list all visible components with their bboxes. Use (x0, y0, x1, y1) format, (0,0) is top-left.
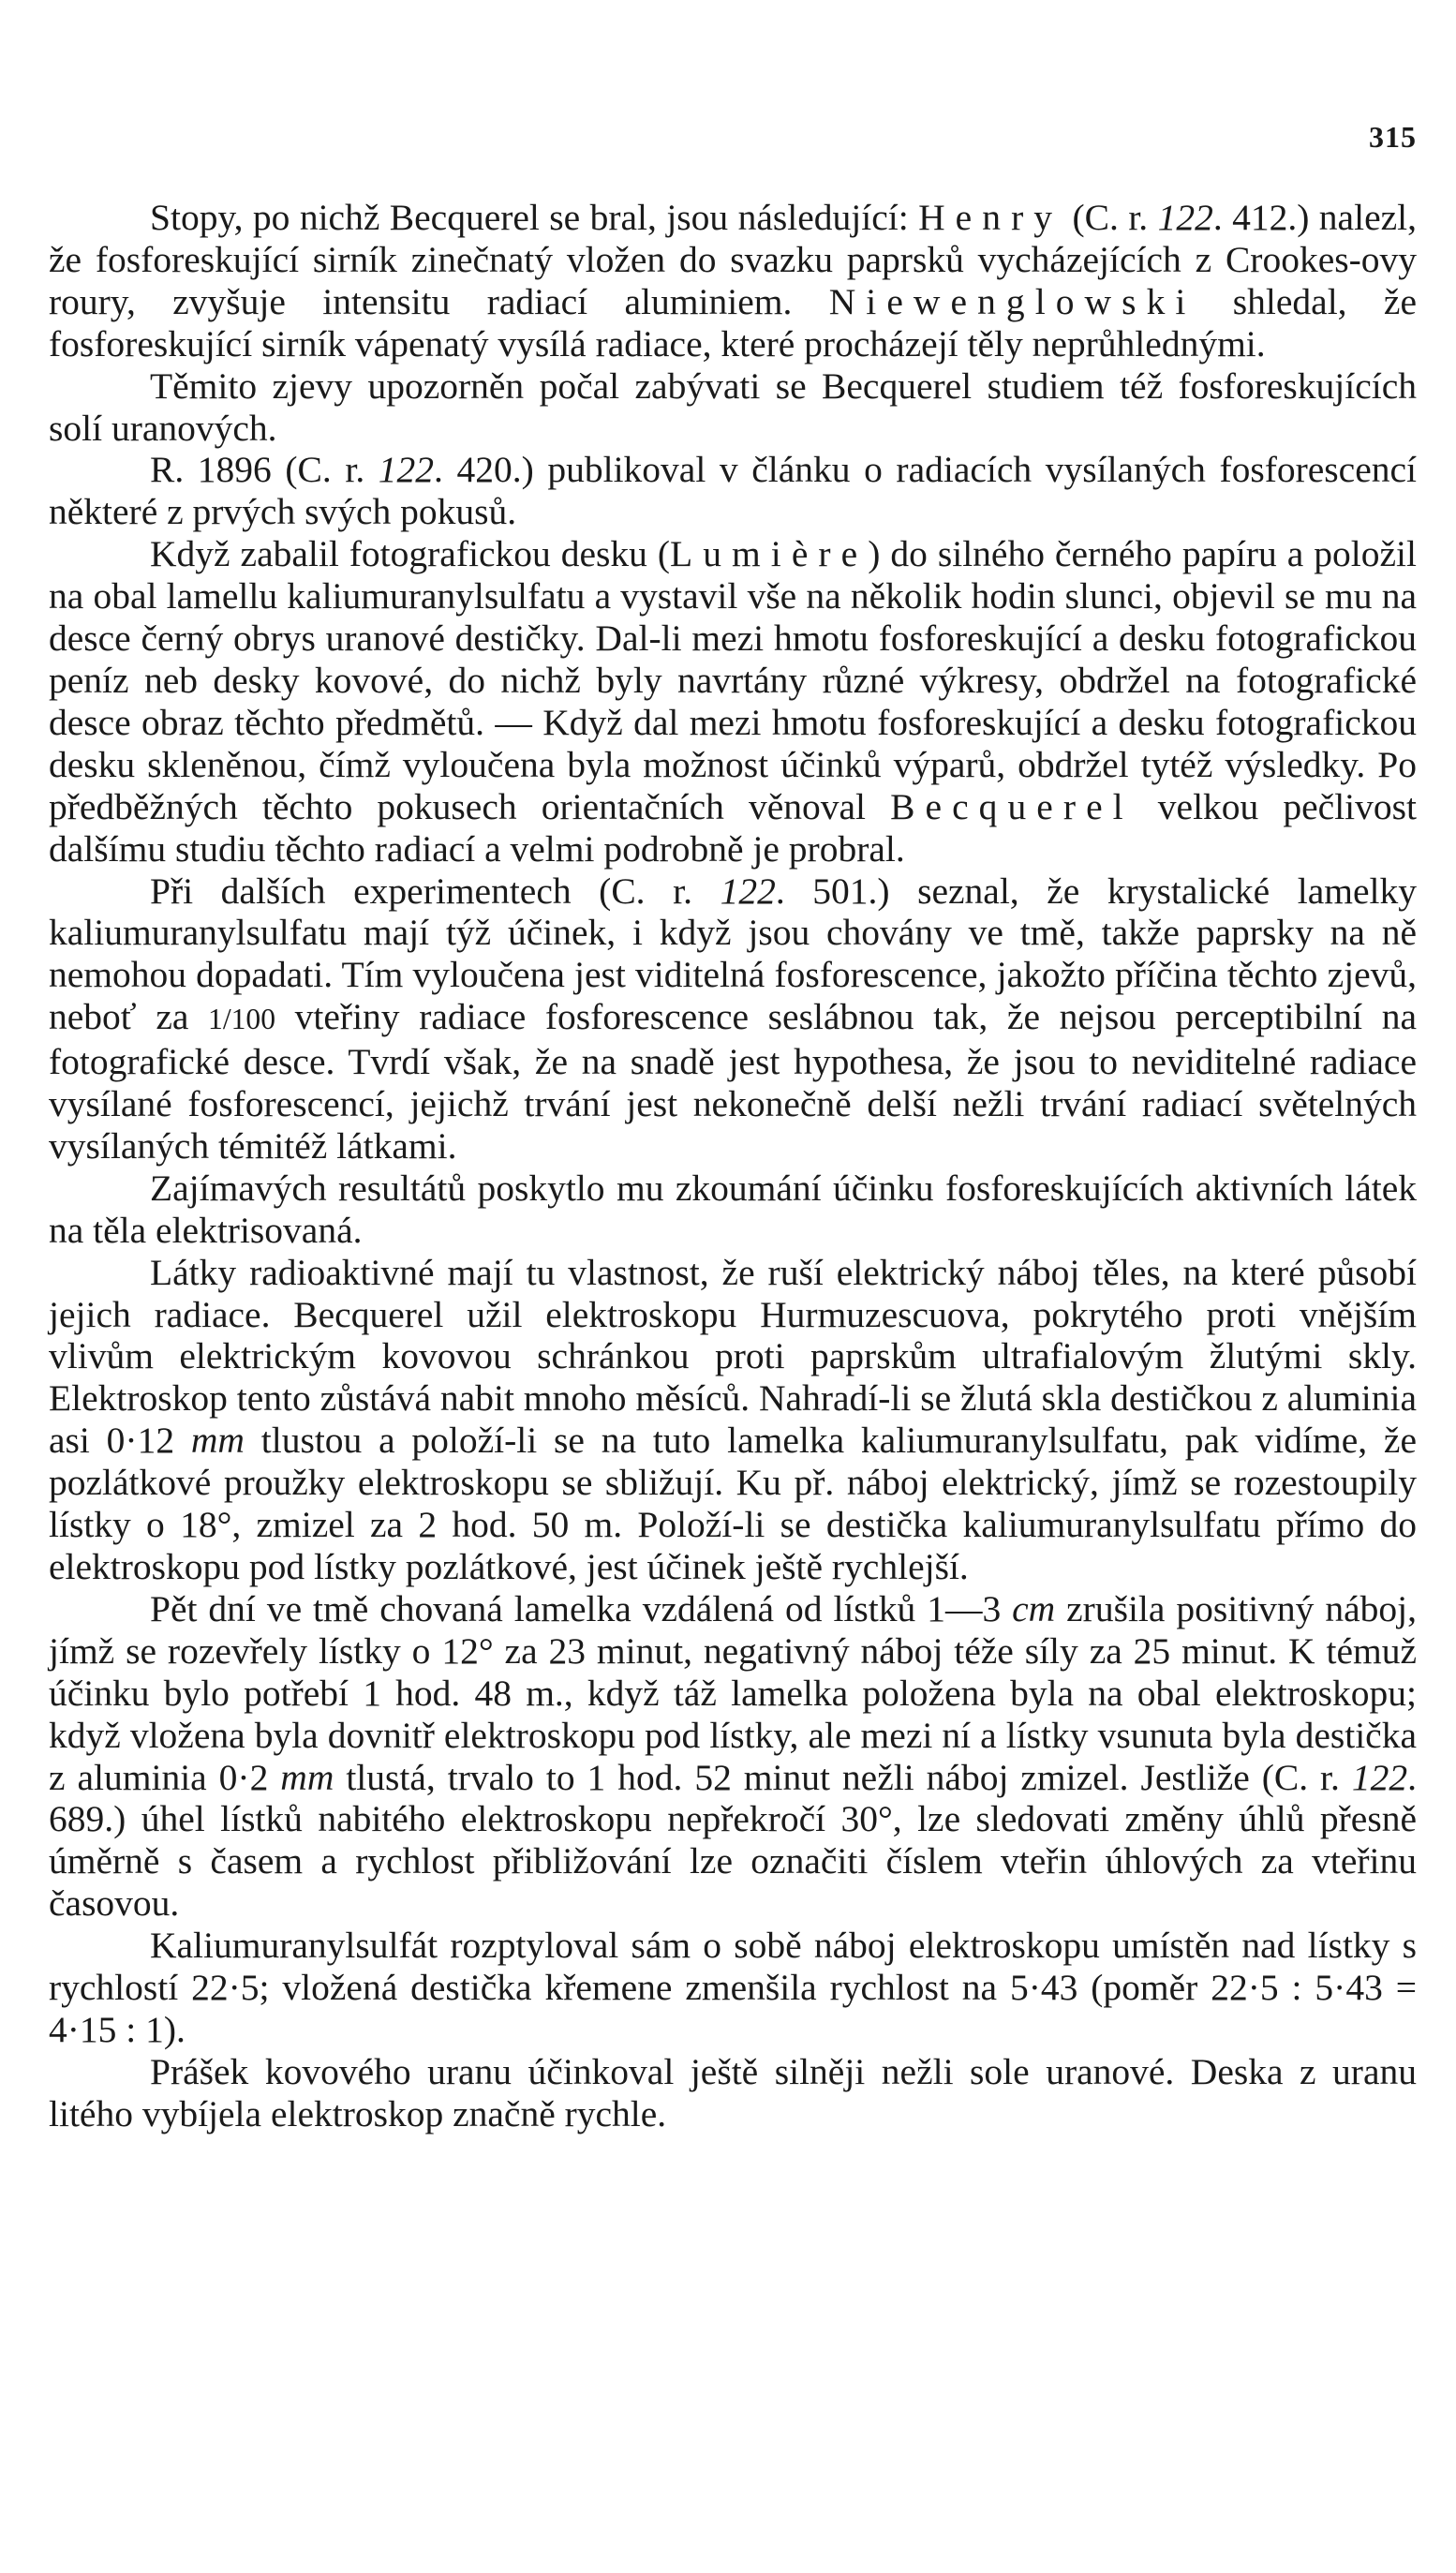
italic-text: 122 (1157, 197, 1213, 238)
italic-text: mm (190, 1420, 245, 1462)
text-run: R. 1896 (C. r. (150, 449, 379, 491)
text-run: (C. r. (1062, 197, 1158, 238)
italic-text: 122 (1351, 1756, 1408, 1798)
text-run: shledal, že fosforeskující sirník vápenatý vysílá radiace, které procházejí těly neprůhlednými. (49, 280, 1417, 364)
text-run: Zajímavých resultátů poskytlo mu zkoumání účinku fosforeskujících aktivních látek na těla elektrisovaná. (49, 1167, 1417, 1251)
text-run: Při dalších experimentech (C. r. (150, 870, 721, 912)
fraction: 1/100 (208, 1003, 276, 1036)
text-run: Pět dní ve tmě chovaná lamelka vzdálená od lístků 1—3 (150, 1587, 1013, 1629)
text-run: Těmito zjevy upozorněn počal zabývati se Becquerel studiem též fosforeskujících solí uranových. (49, 364, 1417, 449)
paragraph (49, 1925, 1417, 2051)
paragraph (49, 533, 1417, 870)
text-run: . 689.) úhel lístků nabitého elektroskopu nepřekročí 30°, lze sledovati změny úhlů přesně úměrně s časem a rychlost přibližování lze označiti číslem vteřin úhlových za vteřinu časovou. (49, 1756, 1417, 1925)
spaced-name: Henry (918, 197, 1063, 238)
paragraph (49, 449, 1417, 533)
text-run: Prášek kovového uranu účinkoval ještě silněji nežli sole uranové. Deska z uranu litého vybíjela elektroskop značně rychle. (49, 2050, 1417, 2134)
text-run: tlustou a položí-li se na tuto lamelka kaliumuranylsulfatu, pak vidíme, že pozlátkové proužky elektroskopu se sbližují. Ku př. náboj elektrický, jímž se rozestoupily lístky o 18°, zmizel za 2 hod. 50 m. Položí-li se destička kaliumuranylsulfatu přímo do elektroskopu pod lístky pozlátkové, jest účinek ještě rychlejší. (49, 1420, 1417, 1587)
text-run: Kaliumuranylsulfát rozptyloval sám o sobě náboj elektroskopu umístěn nad lístky s rychlostí 22·5; vložená destička křemene zmenšila rychlost na 5·43 (poměr 22·5 : 5·43 = 4·15 : 1). (49, 1925, 1417, 2050)
document-body (49, 197, 1417, 2135)
paragraph (49, 1168, 1417, 1252)
text-run: ) do silného černého papíru a položil na obal lamellu kaliumuranylsulfatu a vystavil vše na několik hodin slunci, objevil se mu na desce černý obrys uranové destičky. Dal-li mezi hmotu fosforeskující a desku fotografickou peníz neb desky kovové, do nichž byly navrtány různé výkresy, obdržel na fotografické desce obraz těchto předmětů. — Když dal mezi hmotu fosforeskující a desku fotografickou desku skleněnou, čímž vyloučena byla možnost účinků výparů, obdržel tytéž výsledky. Po předběžných těchto pokusech orientačních věnoval (49, 533, 1417, 827)
text-run: Stopy, po nichž Becquerel se bral, jsou následující: (150, 197, 919, 238)
text-run: Když zabalil fotografickou desku ( (150, 533, 671, 575)
paragraph (49, 1588, 1417, 1925)
italic-text: 122 (378, 449, 435, 491)
text-run: . 412.) nalezl, že fosforeskující sirník zinečnatý vložen do svazku paprsků vycházejících z Crookes-ovy roury, zvyšuje intensitu radiací aluminiem. (49, 197, 1417, 322)
spaced-name: Niewenglowski (828, 280, 1196, 322)
italic-text: mm (280, 1756, 334, 1798)
paragraph (49, 1252, 1417, 1588)
italic-text: 122 (720, 870, 776, 912)
paragraph (49, 365, 1417, 450)
text-run: . 501.) seznal, že krystalické lamelky kaliumuranylsulfatu mají týž účinek, i když jsou chovány ve tmě, takže paprsky na ně nemohou dopadati. Tím vyloučena jest viditelná fosforescence, jakožto příčina těchto zjevů, neboť za (49, 870, 1417, 1038)
text-run: vteřiny radiace fosforescence seslábnou tak, že nejsou perceptibilní na fotografické desce. Tvrdí však, že na snadě jest hypothesa, že jsou to neviditelné radiace vysílané fosforescencí, jejichž trvání jest nekonečně delší nežli trvání radiací světelných vysílaných témitéž látkami. (49, 996, 1417, 1167)
spaced-name: Lumière (670, 533, 869, 575)
text-run: velkou pečlivost dalšímu studiu těchto radiací a velmi podrobně je probral. (49, 785, 1417, 870)
text-run: zrušila positivný náboj, jímž se rozevřely lístky o 12° za 23 minut, negativný náboj téže síly za 25 minut. K témuž účinku bylo potřebí 1 hod. 48 m., když táž lamelka položena byla na obal elektroskopu; když vložena byla dovnitř elektroskopu pod lístky, ale mezi ní a lístky vsunuta byla destička z aluminia 0·2 (49, 1587, 1417, 1798)
italic-text: cm (1012, 1587, 1056, 1629)
spaced-name: Becquerel (890, 785, 1134, 827)
text-run: . 420.) publikoval v článku o radiacích vysílaných fosforescencí některé z prvých svých pokusů. (49, 449, 1417, 533)
paragraph (49, 197, 1417, 365)
text-run: tlustá, trvalo to 1 hod. 52 minut nežli náboj zmizel. Jestliže (C. r. (334, 1756, 1352, 1798)
page-number: 315 (1369, 120, 1417, 154)
paragraph (49, 2051, 1417, 2135)
paragraph (49, 870, 1417, 1168)
text-run: Látky radioaktivné mají tu vlastnost, že ruší elektrický náboj těles, na které působí jejich radiace. Becquerel užil elektroskopu Hurmuzescuova, pokrytého proti vnějším vlivům elektrickým kovovou schránkou proti paprskům ultrafialovým žlutými skly. Elektroskop tento zůstává nabit mnoho měsíců. Nahradí-li se žlutá skla destičkou z aluminia asi 0·12 (49, 1251, 1418, 1462)
